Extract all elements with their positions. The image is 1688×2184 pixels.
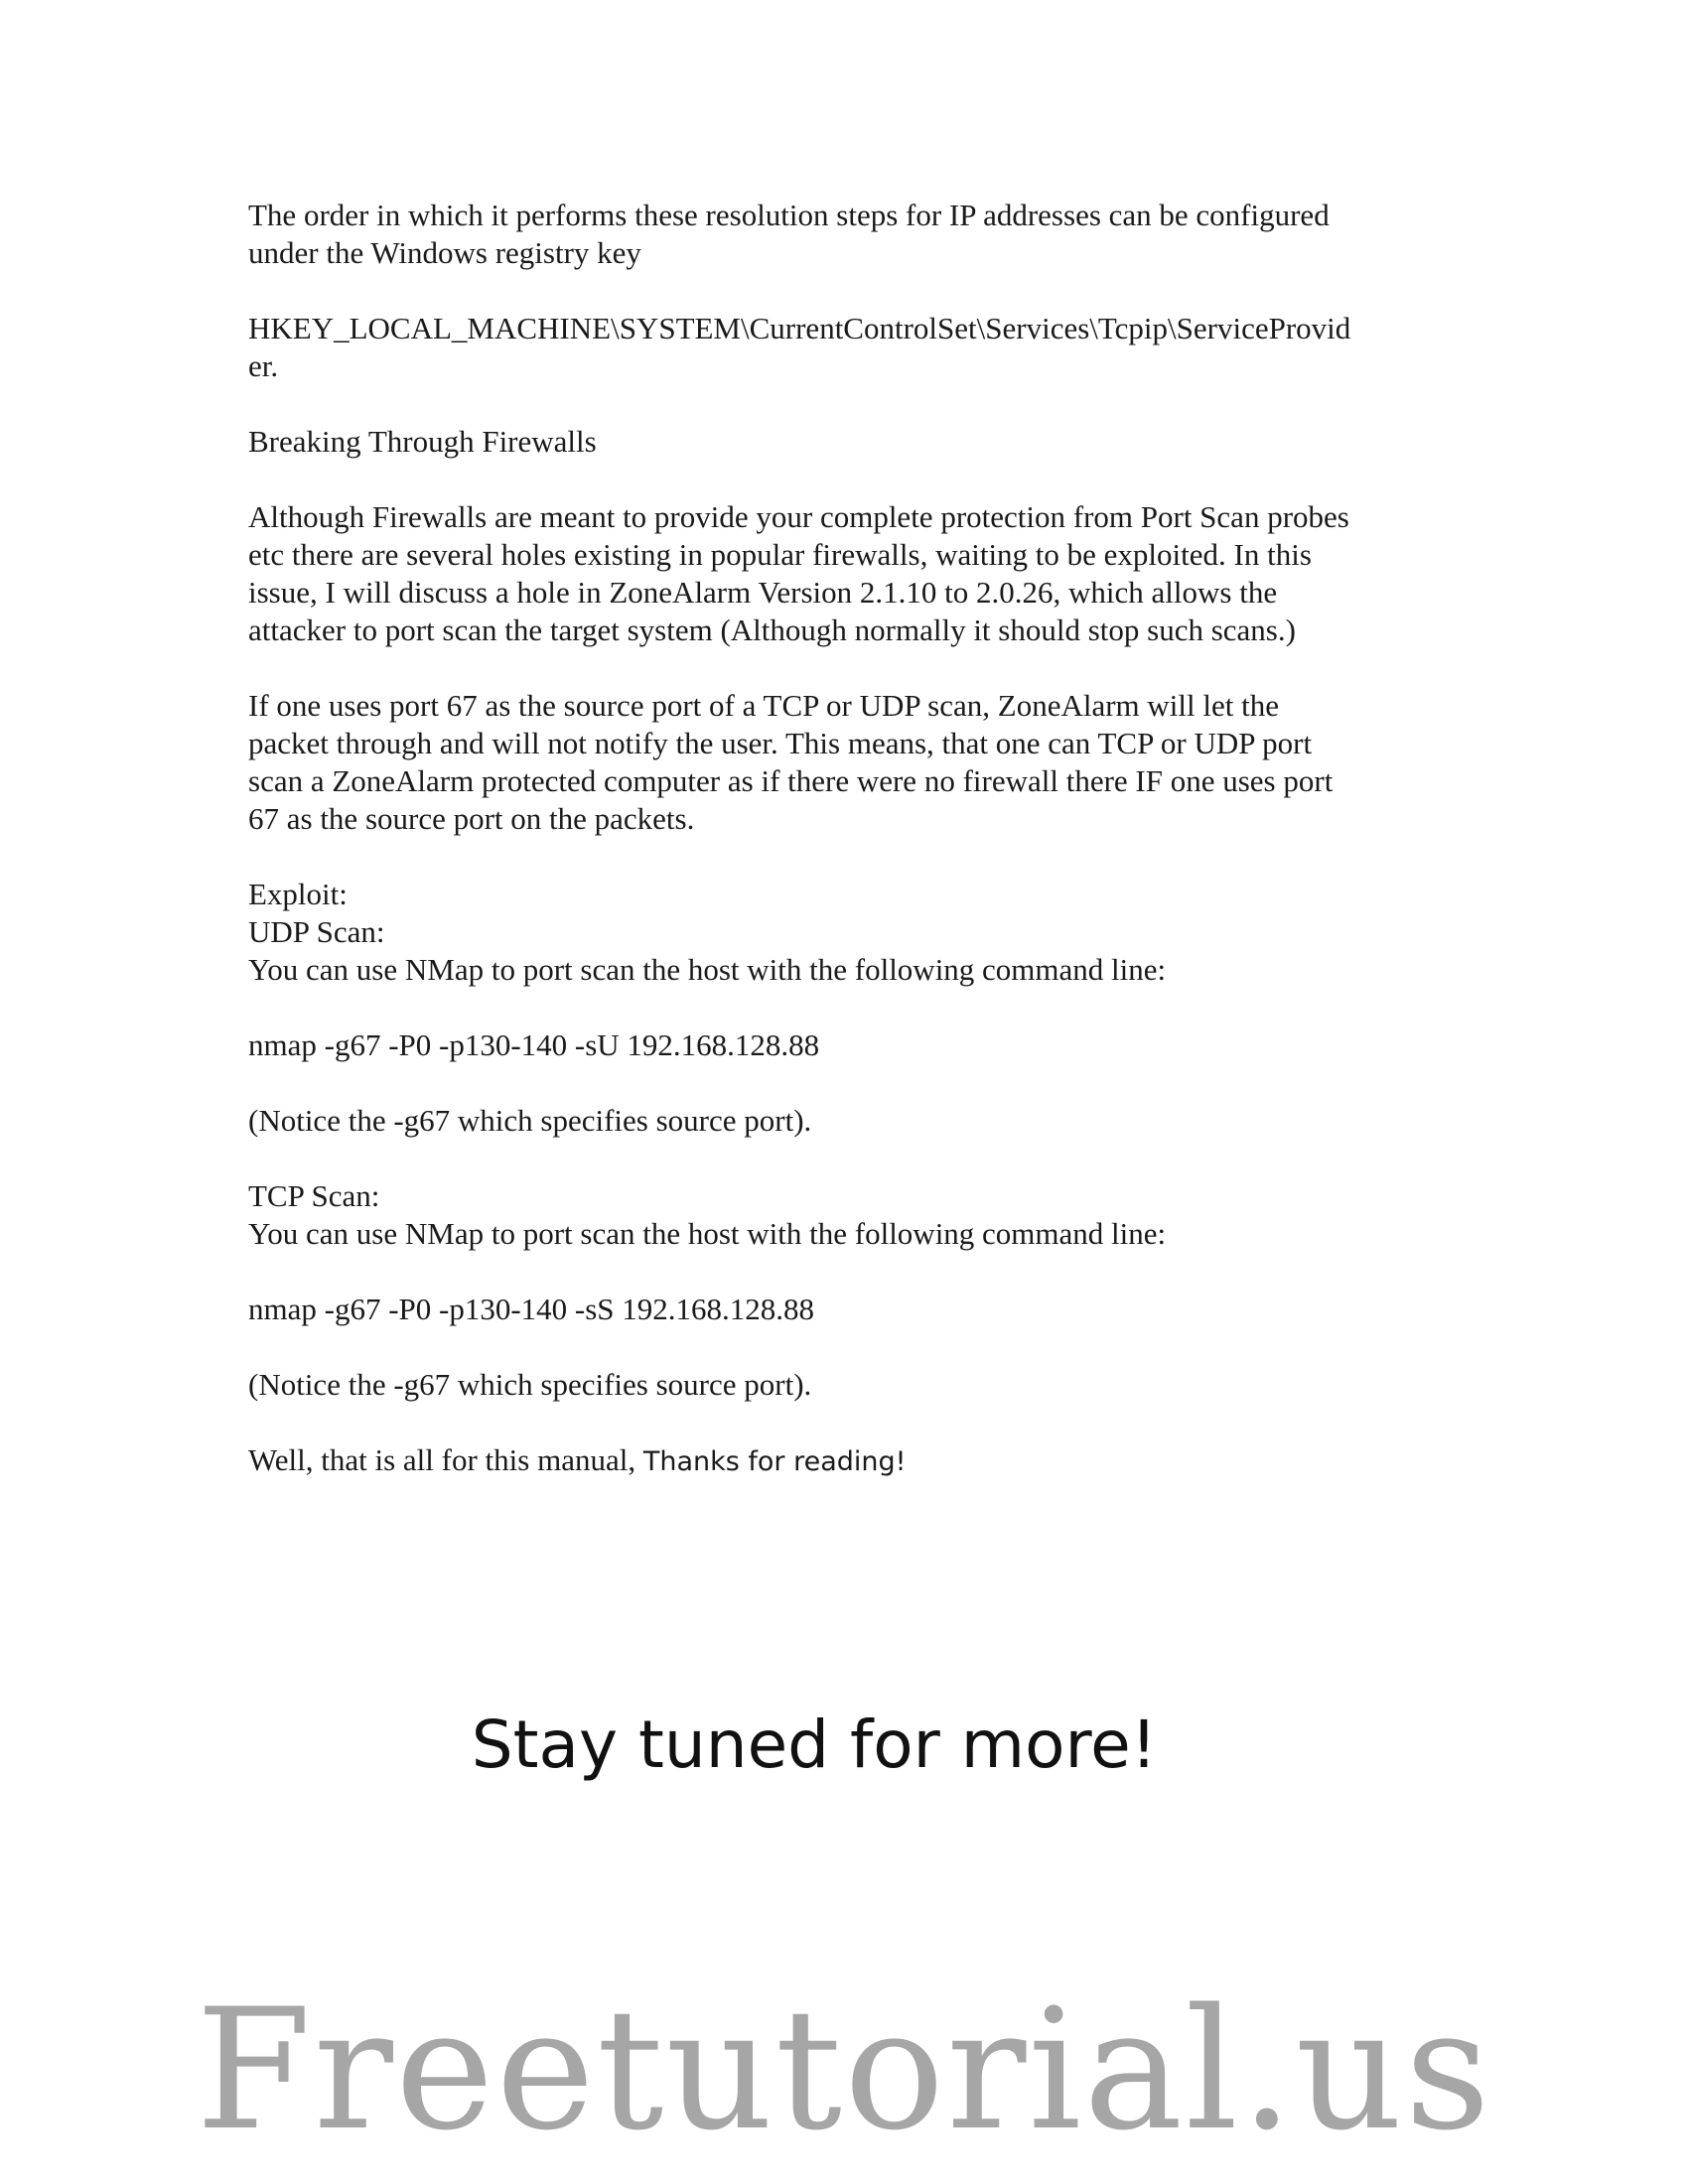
tcp-scan-command: nmap -g67 -P0 -p130-140 -sS 192.168.128.88 bbox=[248, 1292, 815, 1326]
paragraph-firewall-holes: Although Firewalls are meant to provide your complete protection from Port Scan probes etc there are several holes existing in popular firewalls, waiting to be exploited. In this issue, I will discuss a hole in ZoneAlarm Version 2.1.10 to 2.0.26, which allows the attacker to port scan the target system (Although normally it should stop such scans.) bbox=[248, 499, 1349, 647]
stay-tuned-heading: Stay tuned for more! bbox=[471, 1706, 1158, 1783]
paragraph-resolution-order: The order in which it performs these resolution steps for IP addresses can be configured under the Windows registry key bbox=[248, 198, 1330, 270]
paragraph-registry-key: HKEY_LOCAL_MACHINE\SYSTEM\CurrentControlSet\Services\Tcpip\ServiceProvid er. bbox=[248, 311, 1351, 383]
paragraph-port-67: If one uses port 67 as the source port of a TCP or UDP scan, ZoneAlarm will let the packet through and will not notify the user. This means, that one can TCP or UDP port scan a ZoneAlarm protected computer as if there were no firewall there IF one uses port 67 as the source port on the packets. bbox=[248, 688, 1334, 836]
document-body bbox=[248, 197, 1440, 1481]
closing-line-start: Well, that is all for this manual, bbox=[248, 1442, 643, 1477]
tcp-scan-label: TCP Scan: bbox=[248, 1178, 380, 1213]
tcp-scan-intro: You can use NMap to port scan the host with the following command line: bbox=[248, 1216, 1167, 1251]
tcp-scan-notice: (Notice the -g67 which specifies source port). bbox=[248, 1367, 812, 1402]
udp-scan-intro: You can use NMap to port scan the host with the following command line: bbox=[248, 952, 1167, 987]
watermark-logo: Freetutorial.us bbox=[196, 1973, 1492, 2167]
closing-line-thanks: Thanks for reading! bbox=[642, 1446, 907, 1477]
exploit-label: Exploit: bbox=[248, 877, 348, 911]
udp-scan-label: UDP Scan: bbox=[248, 914, 385, 949]
section-heading: Breaking Through Firewalls bbox=[248, 424, 597, 459]
closing-line bbox=[248, 1441, 1440, 1481]
udp-scan-command: nmap -g67 -P0 -p130-140 -sU 192.168.128.88 bbox=[248, 1027, 820, 1062]
udp-scan-notice: (Notice the -g67 which specifies source port). bbox=[248, 1103, 812, 1138]
